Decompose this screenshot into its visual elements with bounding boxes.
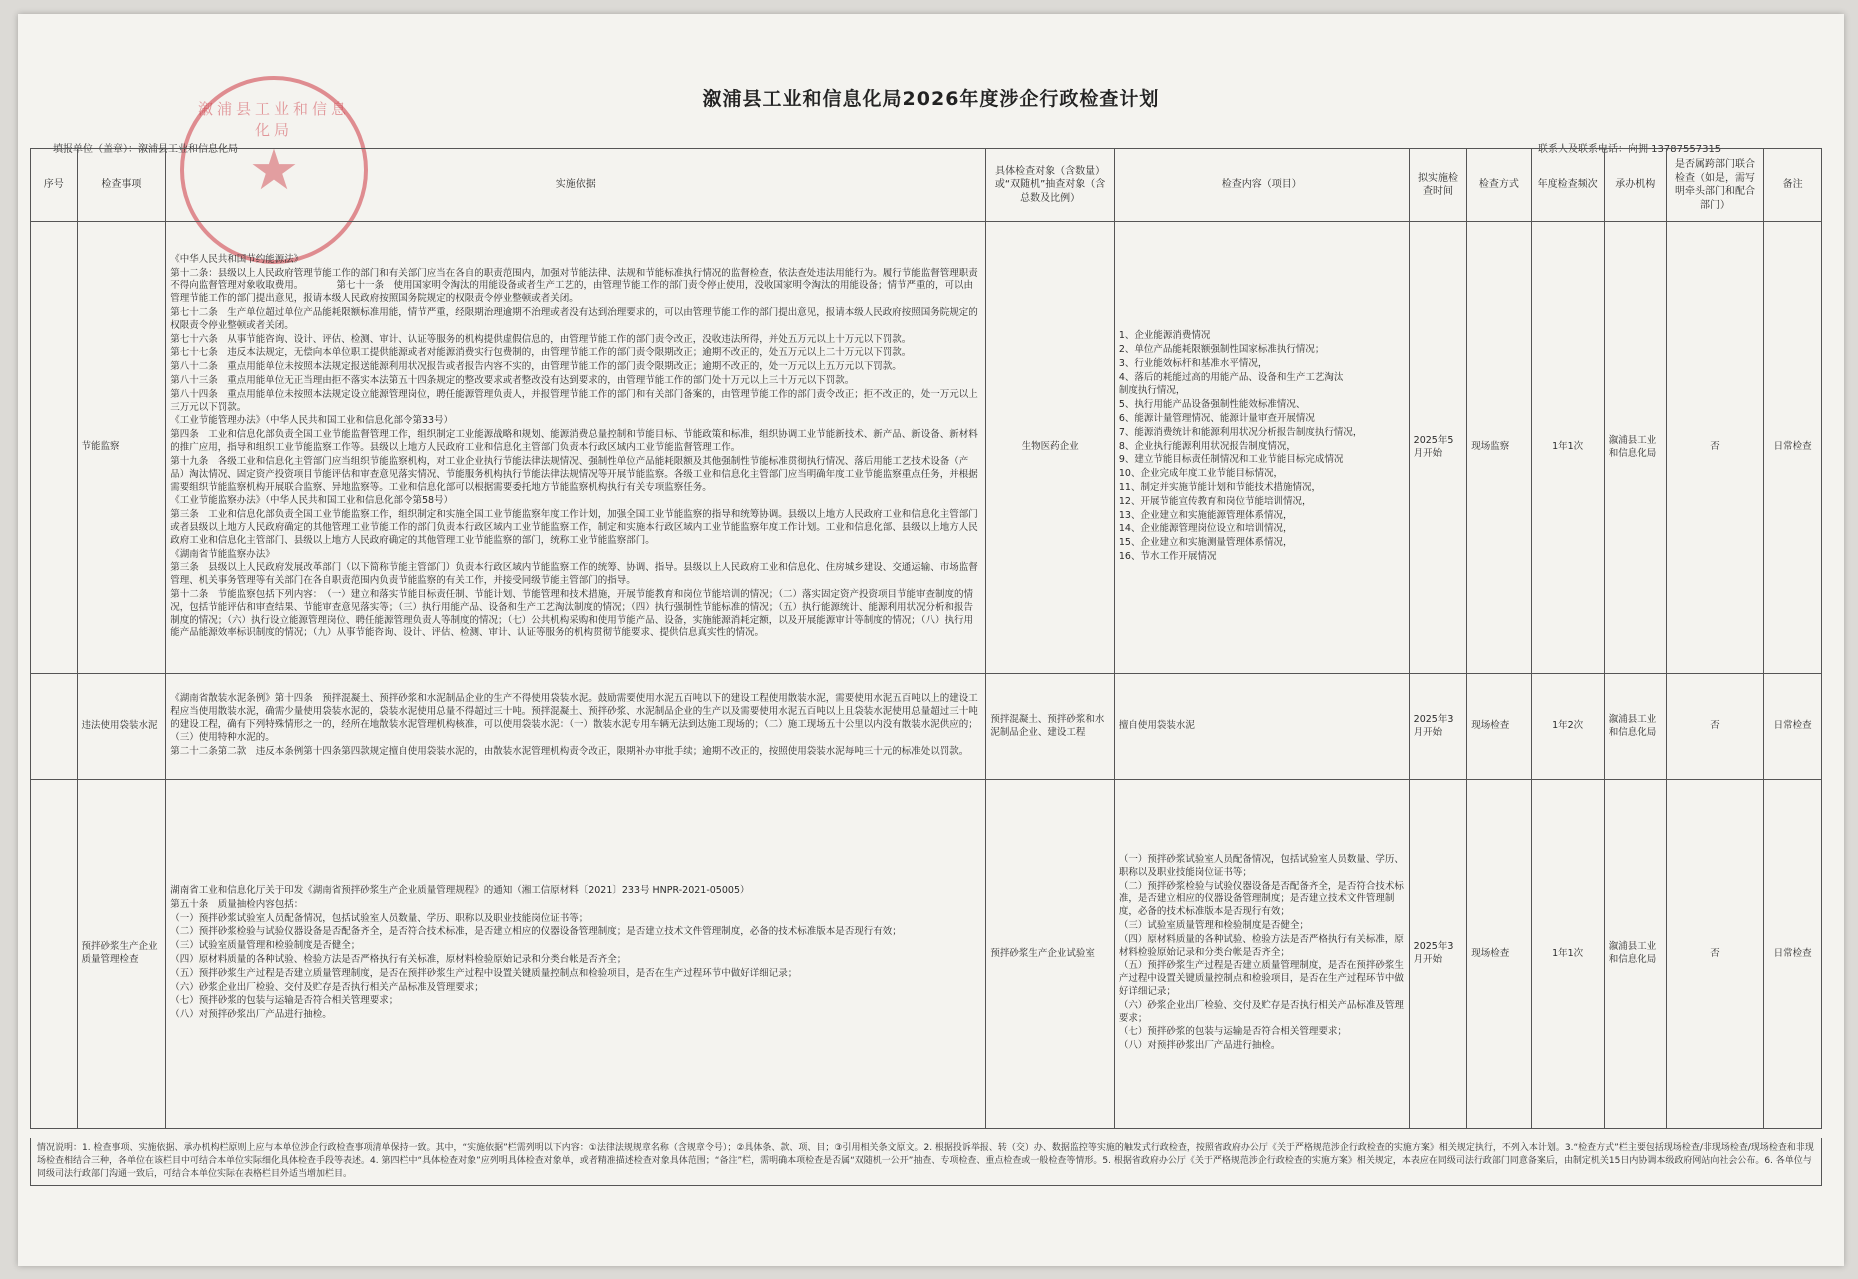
text-line: （五）预拌砂浆生产过程是否建立质量管理制度，是否在预拌砂浆生产过程中设置关键质量控制点和检验项目，是否在生产过程环节中做好详细记录；: [1118, 960, 1404, 998]
header-joint: 是否属跨部门联合检查（如是，需写明牵头部门和配合部门）: [1666, 149, 1764, 222]
text-line: 5、执行用能产品设备强制性能效标准情况、: [1118, 399, 1306, 411]
text-line: 11、制定并实施节能计划和节能技术措施情况，: [1118, 482, 1321, 494]
header-method: 检查方式: [1467, 149, 1531, 222]
row-time: 2025年3月开始: [1409, 674, 1467, 780]
text-line: （六）砂浆企业出厂检验、交付及贮存是否执行相关产品标准及管理要求；: [1118, 999, 1404, 1024]
table-row: [31, 674, 1822, 780]
table-row: [31, 222, 1822, 674]
text-line: （五）预拌砂浆生产过程是否建立质量管理制度，是否在预拌砂浆生产过程中设置关键质量控制点和检验项目，是否在生产过程环节中做好详细记录；: [170, 967, 798, 979]
row-agency: 溆浦县工业和信息化局: [1604, 222, 1666, 674]
text-line: 《工业节能监察办法》（中华人民共和国工业和信息化部令第58号）: [170, 495, 454, 507]
row-method: 现场检查: [1467, 674, 1531, 780]
row-item: 违法使用袋装水泥: [77, 674, 166, 780]
row-joint: 否: [1666, 780, 1764, 1129]
row-content: [1114, 674, 1409, 780]
row-freq: 1年1次: [1531, 222, 1604, 674]
text-line: 制度执行情况，: [1118, 385, 1186, 397]
row-seq: [31, 222, 78, 674]
row-freq: 1年2次: [1531, 674, 1604, 780]
text-line: 第八十三条 重点用能单位无正当理由拒不落实本法第五十四条规定的整改要求或者整改没有达到要求的，由管理节能工作的部门处十万元以上三十万元以下罚款。: [170, 375, 855, 387]
header-remark: 备注: [1764, 149, 1822, 222]
table-row: [31, 780, 1822, 1129]
text-line: 1、企业能源消费情况: [1118, 330, 1211, 342]
text-line: 9、建立节能目标责任制情况和工业节能目标完成情况: [1118, 454, 1344, 466]
row-remark: 日常检查: [1764, 780, 1822, 1129]
text-line: 13、企业建立和实施能源管理体系情况，: [1118, 509, 1293, 521]
header-time: 拟实施检查时间: [1409, 149, 1467, 222]
text-line: 第二十二条第二款 违反本条例第十四条第四款规定擅自使用袋装水泥的，由散装水泥管理机构责令改正，限期补办审批手续；逾期不改正的，按照使用袋装水泥每吨三十元的标准处以罚款。: [170, 745, 969, 757]
header-content: 检查内容（项目）: [1114, 149, 1409, 222]
text-line: （三）试验室质量管理和检验制度是否健全；: [170, 940, 361, 952]
seal-text: 溆浦县工业和信息化局: [198, 100, 351, 139]
text-line: 第三条 县级以上人民政府发展改革部门（以下简称节能主管部门）负责本行政区域内节能监察工作的统筹、协调、指导。县级以上人民政府工业和信息化、住房城乡建设、交通运输、市场监督管理、机关事务管理等有关部门在各自职责范围内负责节能监察的有关工作，并接受同级节能主管部门的指导。: [170, 562, 978, 587]
text-line: （八）对预拌砂浆出厂产品进行抽检。: [1118, 1040, 1281, 1052]
header-item: 检查事项: [77, 149, 166, 222]
text-line: 7、能源消费统计和能源利用状况分析报告制度执行情况，: [1118, 426, 1363, 438]
table-header-row: [31, 149, 1822, 222]
text-line: （七）预拌砂浆的包装与运输是否符合相关管理要求；: [170, 995, 399, 1007]
text-line: 14、企业能源管理岗位设立和培训情况，: [1118, 523, 1293, 535]
document-title: 溆浦县工业和信息化局2026年度涉企行政检查计划: [702, 88, 1160, 110]
row-method: 现场检查: [1467, 780, 1531, 1129]
text-line: （四）原材料质量的各种试验、检验方法是否严格执行有关标准，原材料检验原始记录和分类台帐是否齐全；: [170, 954, 627, 965]
text-line: 第十二条：县级以上人民政府管理节能工作的部门和有关部门应当在各自的职责范围内，加强对节能法律、法规和节能标准执行情况的监督检查，依法查处违法用能行为。履行节能监督管理职责不得向监督管理对象收取费用。 第七十一条 使用国家明令淘汰的用能设备或者生产工艺的，由管理节能工作的部门责令停止使用，没收国家明令淘汰的用能设备；情节严重的，可以由管理节能工作的部门提出意见，报请本级人民政府按照国务院规定的权限责令停业整顿或者关闭。: [170, 267, 978, 305]
text-line: 湖南省工业和信息化厅关于印发《湖南省预拌砂浆生产企业质量管理规程》的通知（湘工信原材料〔2021〕233号 HNPR-2021-05005）: [170, 884, 750, 896]
text-line: 10、企业完成年度工业节能目标情况，: [1118, 468, 1283, 480]
text-line: （一）预拌砂浆试验室人员配备情况，包括试验室人员数量、学历、职称以及职业技能岗位证书等；: [1118, 853, 1404, 878]
row-joint: 否: [1666, 222, 1764, 674]
row-item: 预拌砂浆生产企业质量管理检查: [77, 780, 166, 1129]
text-line: （二）预拌砂浆检验与试验仪器设备是否配备齐全，是否符合技术标准，是否建立相应的仪器设备管理制度；是否建立技术文件管理制度，必备的技术标准版本是否现行有效；: [1118, 880, 1404, 918]
text-line: 2、单位产品能耗限额强制性国家标准执行情况；: [1118, 343, 1325, 355]
row-object: 预拌混凝土、预拌砂浆和水泥制品企业、建设工程: [986, 674, 1115, 780]
row-basis: [166, 780, 986, 1129]
row-content: [1114, 780, 1409, 1129]
row-agency: 溆浦县工业和信息化局: [1604, 780, 1666, 1129]
fill-unit: 填报单位（盖章）：溆浦县工业和信息化局: [53, 144, 238, 155]
seal-star-icon: ★: [248, 138, 300, 203]
text-line: （四）原材料质量的各种试验、检验方法是否严格执行有关标准，原材料检验原始记录和分类台帐是否齐全；: [1118, 933, 1404, 958]
text-line: 第八十二条 重点用能单位未按照本法规定报送能源利用状况报告或者报告内容不实的，由管理节能工作的部门责令限期改正；逾期不改正的，处一万元以上五万元以下罚款。: [170, 361, 902, 373]
text-line: 第五十条 质量抽检内容包括：: [170, 898, 304, 910]
row-object: 预拌砂浆生产企业试验室: [986, 780, 1115, 1129]
text-line: 3、行业能效标杆和基准水平情况，: [1118, 357, 1268, 369]
text-line: （一）预拌砂浆试验室人员配备情况，包括试验室人员数量、学历、职称以及职业技能岗位证书等；: [170, 912, 589, 924]
row-method: 现场监察: [1467, 222, 1531, 674]
text-line: 第十二条 节能监察包括下列内容： （一）建立和落实节能目标责任制、节能计划、节能管理和技术措施，开展节能教育和岗位节能培训的情况；（二）落实固定资产投资项目节能审查制度的情况，包括节能评估和审查结果、节能审查意见落实等；（三）执行用能产品、设备和生产工艺淘汰制度的情况；（四）执行强制性节能标准的情况；（五）执行能源统计、能源利用状况分析和报告制度的情况；（六）执行设立能源管理岗位、聘任能源管理负责人等制度的情况；（七）公共机构采购和使用节能产品、设备，实施能源消耗定额，以及开展能源审计等制度的情况；（八）执行用能产品能源效率标识制度的情况；（九）从事节能咨询、设计、评估、检测、审计、认证等服务的机构贯彻节能要求、提供信息真实性的情况。: [170, 589, 973, 639]
row-remark: 日常检查: [1764, 674, 1822, 780]
row-seq: [31, 780, 78, 1129]
header-seq: 序号: [31, 149, 78, 222]
text-line: （八）对预拌砂浆出厂产品进行抽检。: [170, 1009, 332, 1021]
row-content: [1114, 222, 1409, 674]
text-line: 8、企业执行能源利用状况报告制度情况，: [1118, 440, 1296, 452]
text-line: 第七十七条 违反本法规定，无偿向本单位职工提供能源或者对能源消费实行包费制的，由管理节能工作的部门责令限期改正；逾期不改正的，处五万元以上二十万元以下罚款。: [170, 347, 912, 359]
text-line: 第十九条 各级工业和信息化主管部门应当组织节能监察机构，对工业企业执行节能法律法规情况、强制性单位产品能耗限额及其他强制性节能标准贯彻执行情况、落后用能工艺技术设备（产品）淘汰情况、固定资产投资项目节能评估和审查意见落实情况、节能服务机构执行节能法律法规情况等开展节能监察。各级工业和信息化主管部门应当明确年度工业节能监察重点任务，并根据需要组织节能监察机构开展联合监察、异地监察等。工业和信息化部可以根据需要委托地方节能监察机构执行有关专项监察任务。: [170, 455, 978, 493]
header-freq: 年度检查频次: [1531, 149, 1604, 222]
row-time: 2025年3月开始: [1409, 780, 1467, 1129]
header-agency: 承办机构: [1604, 149, 1666, 222]
row-basis: [166, 674, 986, 780]
notes-section: 情况说明：1. 检查事项、实施依据、承办机构栏原则上应与本单位涉企行政检查事项清单保持一致。其中，“实施依据”栏需列明以下内容：①法律法规规章名称（含规章令号）；②具体条、款、项、目；③引用相关条文原文。2. 根据投诉举报、转（交）办、数据监控等实施的触发式行政检查，按照省政府办公厅《关于严格规范涉企行政检查的实施方案》相关规定执行，不列入本计划。3.“检查方式”栏主要包括现场检查/非现场检查/现场检查和非现场检查相结合三种，各单位在该栏目中可结合本单位实际细化具体检查手段等表述。4. 第四栏中“具体检查对象”应列明具体检查对象单，或者精准描述检查对象具体范围；“备注”栏，需明确本项检查是否属“双随机一公开”抽查、专项检查、重点检查或一般检查等情形。5. 根据省政府办公厅《关于严格规范涉企行政检查的实施方案》相关规定，本表应在同级司法行政部门同意备案后，由制定机关15日内协调本级政府网站向社会公布。6. 各单位与同级司法行政部门沟通一致后，可结合本单位实际在表格栏目外适当增加栏目。: [30, 1138, 1822, 1186]
text-line: 擅自使用袋装水泥: [1118, 719, 1195, 731]
row-freq: 1年1次: [1531, 780, 1604, 1129]
text-line: 第七十二条 生产单位超过单位产品能耗限额标准用能，情节严重，经限期治理逾期不治理或者没有达到治理要求的，可以由管理节能工作的部门提出意见，报请本级人民政府按照国务院规定的权限责令停业整顿或者关闭。: [170, 306, 978, 331]
row-seq: [31, 674, 78, 780]
text-line: （三）试验室质量管理和检验制度是否健全；: [1118, 919, 1309, 931]
row-time: 2025年5月开始: [1409, 222, 1467, 674]
text-line: 《中华人民共和国节约能源法》: [170, 253, 304, 265]
text-line: （六）砂浆企业出厂检验、交付及贮存是否执行相关产品标准及管理要求；: [170, 981, 484, 993]
row-remark: 日常检查: [1764, 222, 1822, 674]
text-line: 《工业节能管理办法》（中华人民共和国工业和信息化部令第33号）: [170, 415, 454, 427]
text-line: 6、能源计量管理情况、能源计量审查开展情况: [1118, 412, 1315, 424]
text-line: 第四条 工业和信息化部负责全国工业节能监督管理工作，组织制定工业能源战略和规划、能源消费总量控制和节能目标、节能政策和标准，组织协调工业节能新技术、新产品、新设备、新材料的推广应用，指导和组织工业节能监察工作等。县级以上地方人民政府工业和信息化主管部门负责本行政区域内工业节能监督管理工作。: [170, 429, 978, 454]
text-line: 第八十四条 重点用能单位未按照本法规定设立能源管理岗位，聘任能源管理负责人，并报管理节能工作的部门和有关部门备案的，由管理节能工作的部门责令改正；拒不改正的，处一万元以上三万元以下罚款。: [170, 388, 978, 413]
text-line: 《湖南省散装水泥条例》第十四条 预拌混凝土、预拌砂浆和水泥制品企业的生产不得使用袋装水泥。鼓励需要使用水泥五百吨以下的建设工程使用散装水泥，需要使用水泥五百吨以上的建设工程应当使用散装水泥，确需少量使用袋装水泥的，袋装水泥使用总量不得超过三十吨。预拌混凝土、预拌砂浆、水泥制品企业的生产以及需要使用水泥五百吨以上且袋装水泥使用总量超过三十吨的建设工程，确有下列特殊情形之一的，经所在地散装水泥管理机构核准，可以使用袋装水泥：（一）散装水泥专用车辆无法到达施工现场的；（二）施工现场五十公里以内没有散装水泥供应的；（三）使用特种水泥的。: [170, 693, 978, 743]
header-basis: 实施依据: [166, 149, 986, 222]
text-line: 第三条 工业和信息化部负责全国工业节能监察工作，组织制定和实施全国工业节能监察年度工作计划，加强全国工业节能监察的指导和统筹协调。县级以上地方人民政府工业和信息化主管部门或者县级以上地方人民政府确定的其他管理工业节能工作的部门负责本行政区域内工业节能监察工作，制定和实施本行政区域内工业节能监察年度工作计划。工业和信息化部、县级以上地方人民政府工业和信息化主管部门、县级以上地方人民政府确定的其他管理工业节能监察的部门，统称工业节能监察部门。: [170, 509, 978, 546]
header-object: 具体检查对象（含数量）或“双随机”抽查对象（含总数及比例）: [986, 149, 1115, 222]
text-line: 15、企业建立和实施测量管理体系情况，: [1118, 537, 1293, 549]
row-joint: 否: [1666, 674, 1764, 780]
inspection-plan-table: [30, 148, 1822, 1129]
row-basis: [166, 222, 986, 674]
row-agency: 溆浦县工业和信息化局: [1604, 674, 1666, 780]
text-line: （七）预拌砂浆的包装与运输是否符合相关管理要求；: [1118, 1026, 1347, 1038]
text-line: 16、节水工作开展情况: [1118, 551, 1217, 563]
text-line: 《湖南省节能监察办法》: [170, 548, 275, 560]
text-line: 第七十六条 从事节能咨询、设计、评估、检测、审计、认证等服务的机构提供虚假信息的，由管理节能工作的部门责令改正，没收违法所得，并处五万元以上十万元以下罚款。: [170, 333, 912, 345]
text-line: （二）预拌砂浆检验与试验仪器设备是否配备齐全，是否符合技术标准，是否建立相应的仪器设备管理制度；是否建立技术文件管理制度，必备的技术标准版本是否现行有效；: [170, 926, 902, 938]
contact-info: 联系人及联系电话：向拥 13787557315: [1538, 144, 1722, 155]
text-line: 12、开展节能宣传教育和岗位节能培训情况，: [1118, 495, 1312, 507]
row-item: 节能监察: [77, 222, 166, 674]
text-line: 4、落后的耗能过高的用能产品、设备和生产工艺淘汰: [1118, 371, 1344, 383]
row-object: 生物医药企业: [986, 222, 1115, 674]
